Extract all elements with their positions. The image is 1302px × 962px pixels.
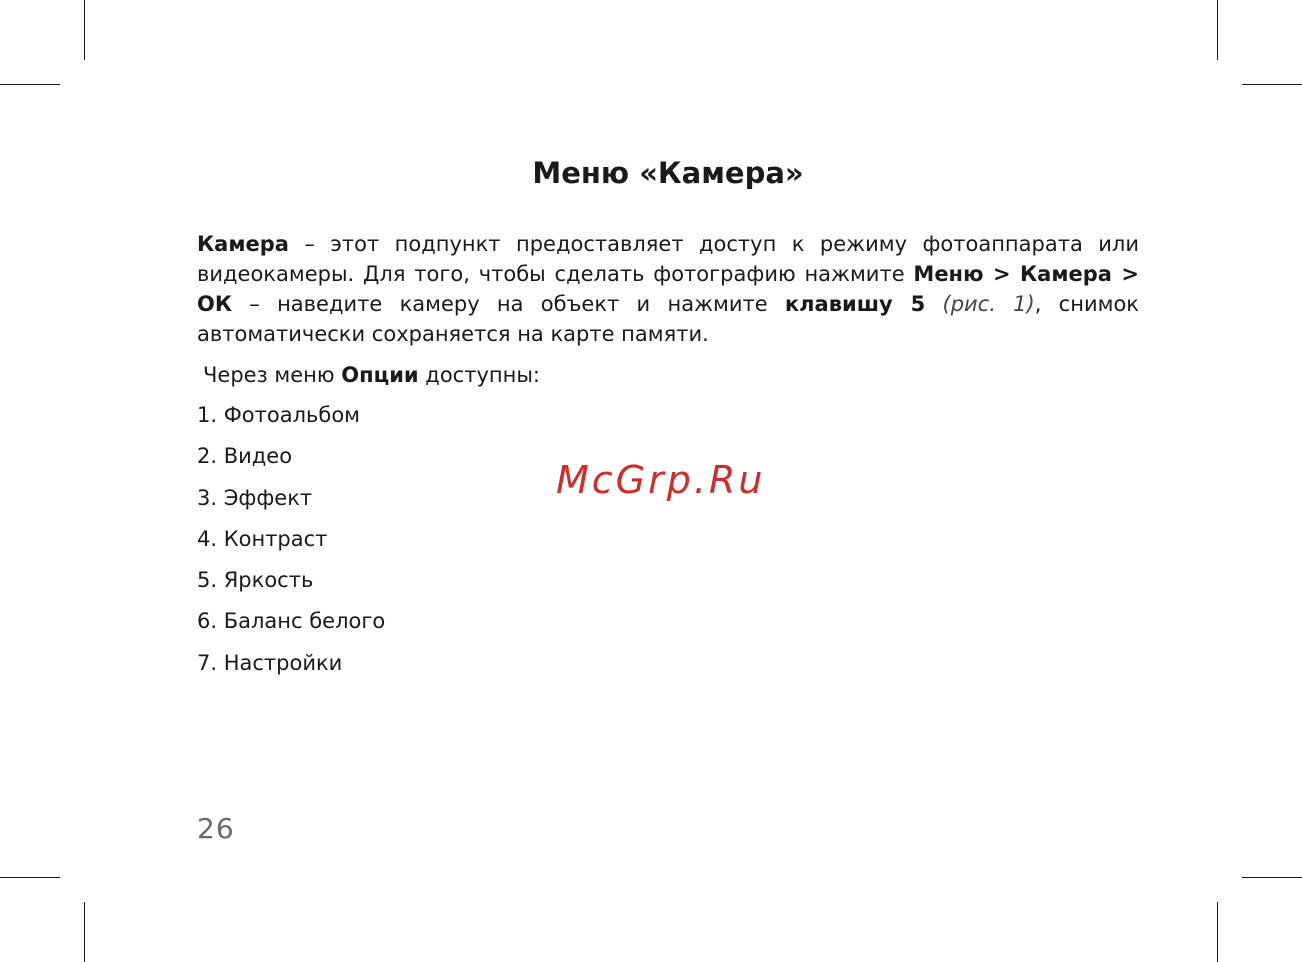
crop-mark [1217, 902, 1218, 962]
path-separator: > [983, 262, 1020, 286]
figure-reference: (рис. 1) [925, 292, 1035, 316]
path-ok: ОК [197, 292, 233, 316]
list-item: 3. Эффект [197, 485, 313, 510]
intro-text: – наведите камеру на объект и нажмите [232, 292, 785, 316]
watermark: McGrp.Ru [556, 458, 766, 502]
list-item: 6. Баланс белого [197, 609, 386, 634]
options-prefix: Через меню [203, 363, 342, 387]
crop-mark [0, 877, 60, 878]
options-suffix: доступны: [418, 363, 540, 387]
page-title: Меню «Камера» [532, 156, 804, 190]
crop-mark [84, 0, 85, 60]
list-item: 4. Контраст [197, 526, 328, 551]
path-camera: Камера [1019, 262, 1112, 286]
crop-mark [1242, 84, 1302, 85]
options-list [197, 400, 385, 689]
options-intro [203, 360, 540, 390]
intro-text: – этот подпункт предоставляет доступ к режиму фотоаппарата или видеокамеры. Для того, чтобы сделать фотографию нажмите [197, 232, 1139, 286]
intro-paragraph [197, 229, 1139, 349]
page-number: 26 [197, 812, 235, 845]
term-camera: Камера [197, 232, 289, 256]
intro-text: , снимок автоматически сохраняется на карте памяти. [197, 292, 1139, 346]
crop-mark [84, 902, 85, 962]
path-separator: > [1111, 262, 1139, 286]
crop-mark [0, 84, 60, 85]
crop-mark [1217, 0, 1218, 60]
list-item: 2. Видео [197, 444, 293, 469]
list-item: 7. Настройки [197, 650, 343, 675]
key-5: клавишу 5 [784, 292, 926, 316]
options-menu-name: Опции [341, 363, 419, 387]
path-menu: Меню [913, 262, 984, 286]
list-item: 5. Яркость [197, 568, 314, 593]
crop-mark [1242, 877, 1302, 878]
list-item: 1. Фотоальбом [197, 403, 361, 427]
